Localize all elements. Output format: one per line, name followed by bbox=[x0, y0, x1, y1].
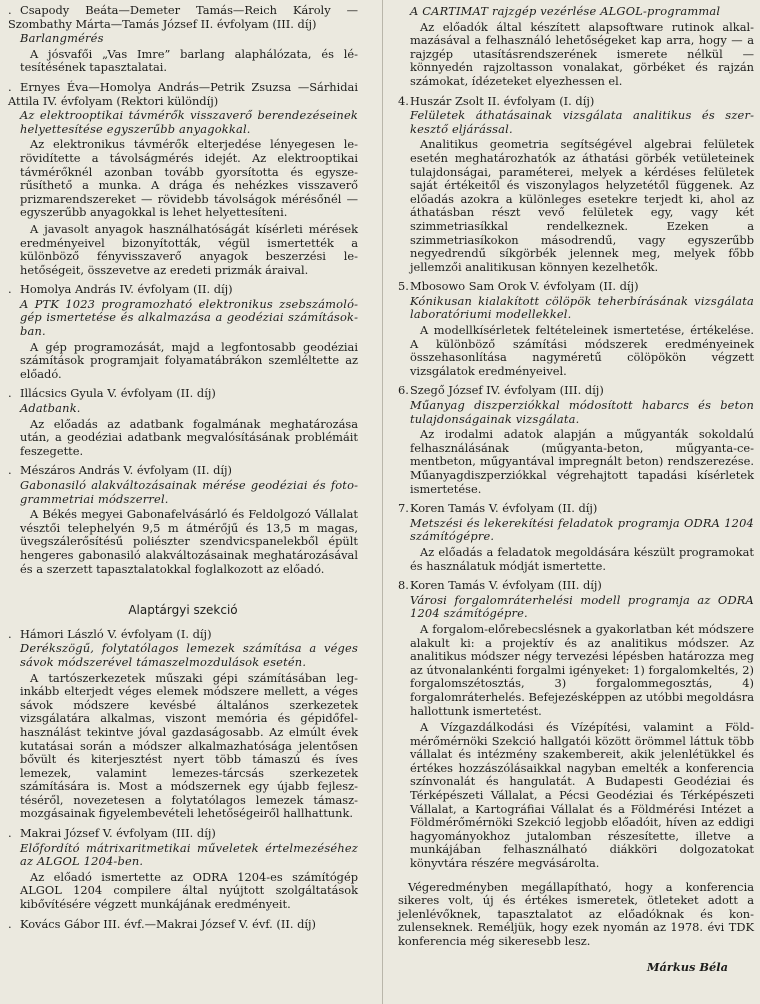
entry-title: Metszési és lekerekítési feladatok programja ODRA 1204 számítógépre. bbox=[410, 515, 754, 544]
entry-title: A CARTIMAT rajzgép vezérlése ALGOL-programmal bbox=[410, 4, 721, 18]
entry-author-line bbox=[8, 628, 358, 642]
entry-author: Homolya András IV. évfolyam (II. díj) bbox=[20, 282, 233, 297]
entry-number: 5. bbox=[398, 279, 409, 294]
entry-title: Felületek áthatásainak vizsgálata analitikus és szerkesztő eljárással. bbox=[410, 108, 754, 136]
entry-author-line bbox=[398, 502, 754, 516]
entry-body: Az előadás a feladatok megoldására készült programokat és használatuk módját ismertette. bbox=[410, 544, 754, 573]
entry-author: Koren Tamás V. évfolyam (II. díj) bbox=[410, 501, 598, 516]
entry-body: A tartószerkezetek műszaki gépi számításában leginkább elterjedt véges elemek módszere mellett, a véges sávok módszere kevésbé általános szerkezetek vizsgálatára alkalmas, viszont memória és gépidőfelhasználást tekintve jóval gazdaságosabb. Az elmúlt évek kutatásai során a módszer alkalmazhatósága jelentősen bővült és kiterjesztést nyert több támaszú és íves lemezek, valamint lemezes-tárcsás szerkezetek számítására is. Most a módszernek egy újabb fejlesztéséről, novezetesen a folytatólagos lemezek támaszmozgásainak figyelembevételi lehetőségeiről hallhattunk. bbox=[20, 670, 358, 821]
entry-title: Műanyag diszperziókkal módosított habarcs és beton tulajdonságainak vizsgálata. bbox=[410, 398, 754, 426]
entry-author: Huszár Zsolt II. évfolyam (I. díj) bbox=[410, 93, 595, 108]
left-entries bbox=[8, 4, 358, 576]
entry-number: . bbox=[8, 916, 12, 931]
entry bbox=[398, 95, 754, 275]
entry bbox=[8, 387, 358, 458]
entry-body: A jósvafői „Vas Imre” barlang alaphálózata, és létesítésének tapasztalatai. bbox=[20, 46, 358, 75]
entry-number: . bbox=[8, 626, 12, 641]
entry-number: . bbox=[8, 3, 12, 17]
right-column bbox=[398, 4, 754, 974]
entry-title: Az elektrooptikai távmérők visszaverő berendezéseinek helyettesítése egyszerűbb anyagokkal. bbox=[20, 108, 358, 136]
entry-number: 7. bbox=[398, 501, 409, 516]
entry-body: Analitikus geometria segítségével algebrai felületek esetén meghatározhatók az áthatási görbék vetületeinek tulajdonságai, paraméterei, melyek a kérdéses felületek saját értékeitől és viszonylagos helyzetétől függenek. Az előadás azokra a különleges esetekre terjedt ki, ahol az áthatásban részt vevő felületek egy, vagy két szimmetriasíkkal rendelkeznek. Ezeken a szimmetriasíkokon másodrendű, vagy egyszerűbb negyedrendű síkgörbék jelennek meg, melyek főbb jellemzői analitikusan könnyen kezelhetők. bbox=[410, 137, 754, 274]
entry-body: A Vízgazdálkodási és Vízépítési, valamint a Földmérőmérnöki Szekció hallgatói között örömmel láttuk több vállalat és intézmény szakembereit, akik jelenlétükkel és értékes hozzászólásaikkal nagyban emelték a konferencia színvonalát és hangulatát. A Budapesti Geodéziai és Térképészeti Vállalat, a Pécsi Geodéziai és Térképészeti Vállalat, a Kartográfiai Vállalat és a Földmérési Intézet a Földmérőmérnöki Szekció legjobb előadóit, híven az eddigi hagyományokhoz jutalomban részesítette, illetve a munkájában felhasználható diákköri dolgozatokat könyvtára részére megvásárolta. bbox=[410, 720, 754, 871]
entry-number: . bbox=[8, 79, 12, 94]
column-divider bbox=[382, 0, 383, 1004]
entry-author: Ernyes Éva—Homolya András—Petrik Zsuzsa —Sárhidai Attila IV. évfolyam (Rektori különdíj) bbox=[8, 79, 358, 108]
closing-paragraph: Végeredményben megállapítható, hogy a konferencia sikeres volt, új és értékes ismeretek, ötleteket adott a jelenlévőknek, tapasztalatot az előadóknak és konzulenseknek. Reméljük, hogy ezek nyomán az 1978. évi TDK konferencia még sikeresebb lesz. bbox=[398, 879, 754, 948]
entry-title: Barlangmérés bbox=[20, 31, 104, 46]
entry-body: A forgalom-előrebecslésnek a gyakorlatban két módszere alakult ki: a projektív és az analitikus módszer. Az analitikus módszer négy tervezési lépésben határozza meg az útvonalankénti forgalmi igényeket: 1) forgalomkeltés, 2) forgalomszétosztás, 3) forgalommegosztás, 4) forgalomráterhelés. Befejezésképpen az utóbbi megoldásra hallottunk ismertetést. bbox=[410, 621, 754, 718]
entry-body: A modellkísérletek feltételeinek ismertetése, értékelése. A különböző számítási módszerek eredményeinek összehasonlítása nagyméretű cölöpökön végzett vizsgálatok eredményeivel. bbox=[410, 323, 754, 378]
entry-number: 8. bbox=[398, 578, 409, 593]
entry-author: Hámori László V. évfolyam (I. díj) bbox=[20, 626, 212, 641]
entry-title: Előfordító mátrixaritmetikai műveletek értelmezéséhez az ALGOL 1204-ben. bbox=[20, 840, 358, 869]
entry-author-line bbox=[398, 384, 754, 398]
entry-author-line bbox=[8, 918, 358, 932]
entry-number: 4. bbox=[398, 93, 409, 108]
entry-author-line bbox=[8, 4, 358, 31]
entry-author: Kovács Gábor III. évf.—Makrai József V. évf. (II. díj) bbox=[20, 916, 316, 931]
entry-number: . bbox=[8, 282, 12, 297]
entry-body: Az elektronikus távmérők elterjedése lényegesen lerövidítette a távolságmérés idejét. Az elektrooptikai távmérőknél azonban tovább gyorsította és egyszerűsíthető a munka. A drága és nehézkes visszaverő prizmarendszereket — rövidebb távolságok mérésőnél — egyszerűbb anyagokkal is lehet helyettesíteni. bbox=[20, 137, 358, 220]
entry-title: Városi forgalomráterhelési modell programja az ODRA 1204 számítógépre. bbox=[410, 592, 754, 621]
entry-number: . bbox=[8, 386, 12, 401]
entry-author: Csapody Beáta—Demeter Tamás—Reich Károly —Szombathy Márta—Tamás József II. évfolyam (III. díj) bbox=[8, 3, 358, 31]
entry bbox=[8, 81, 358, 277]
signature: Márkus Béla bbox=[646, 959, 728, 974]
entry bbox=[8, 4, 358, 75]
entry-author: Illácsics Gyula V. évfolyam (II. díj) bbox=[20, 386, 216, 401]
entry-author: Szegő József IV. évfolyam (III. díj) bbox=[410, 383, 604, 398]
entry-author-line bbox=[8, 81, 358, 108]
entry-body: Az irodalmi adatok alapján a műgyanták sokoldalú felhasználásának (műgyanta-beton, műgyanta-cementbeton, műgyantával impregnált beton) rendszerezése. Műanyagdiszperziókkal végrehajtott tapadási kísérletek ismertetése. bbox=[410, 427, 754, 496]
entry-title: Gabonasiló alakváltozásainak mérése geodéziai és fotogrammetriai módszerrel. bbox=[20, 478, 358, 506]
entry-author: Mészáros András V. évfolyam (II. díj) bbox=[20, 463, 232, 478]
entry bbox=[8, 464, 358, 576]
entry-body: Az előadók által készített alapsoftware rutinok alkalmazásával a felhasználó lehetőségeket kap arra, hogy — a rajzgép utasításrendszerének ismerete nélkül — könnyedén rajzoltasson vonalakat, görbéket és rajzán számokat, ídézeteket elyezhessen el. bbox=[410, 19, 754, 88]
left-column bbox=[8, 4, 358, 937]
entry-body: Az előadó ismertette az ODRA 1204-es számítógép ALGOL 1204 compilere által nyújtott szolgáltatások kibővítésére végzett munkájának eredményeit. bbox=[20, 869, 358, 912]
entry-title: Derékszögű, folytatólagos lemezek számítása a véges sávok módszerével támaszelmozdulások esetén. bbox=[20, 641, 358, 669]
entry-body: Az előadás az adatbank fogalmának meghatározása után, a geodéziai adatbank megvalósításának problémáit feszegette. bbox=[20, 416, 358, 458]
entry-author: Makrai József V. évfolyam (III. díj) bbox=[20, 826, 216, 841]
entry-author: Koren Tamás V. évfolyam (III. díj) bbox=[410, 578, 602, 593]
entry-number: . bbox=[8, 463, 12, 478]
lead-entry bbox=[398, 5, 754, 89]
entry-author: Mbosowo Sam Orok V. évfolyam (II. díj) bbox=[410, 279, 639, 294]
entry bbox=[398, 280, 754, 378]
entry-author-line bbox=[398, 579, 754, 593]
entry bbox=[8, 628, 358, 821]
left-entries-section2 bbox=[8, 628, 358, 931]
entry-body: A gép programozását, majd a legfontosabb geodéziai számítások programjait folyamatábrákon szemléltette az előadó. bbox=[20, 339, 358, 381]
section-title: Alaptárgyi szekció bbox=[128, 603, 238, 618]
entry bbox=[398, 384, 754, 496]
entry-author-line bbox=[398, 280, 754, 294]
right-entries bbox=[398, 95, 754, 871]
entry-number: . bbox=[8, 826, 12, 841]
entry-author-line bbox=[8, 827, 358, 841]
entry-body: A Békés megyei Gabonafelvásárló és Feldolgozó Vállalat vésztői telephelyén 9,5 m átmérőjű és 13,5 m magas, üvegszálerősítésű poliészter szendvicspanelekből épült hengeres gabonasiló alakváltozásainak meghatározásával és a szerzett tapasztalatokkal foglalkozott az előadó. bbox=[20, 507, 358, 576]
entry-author-line bbox=[8, 387, 358, 401]
entry bbox=[8, 918, 358, 932]
entry bbox=[398, 502, 754, 573]
entry bbox=[8, 283, 358, 381]
entry-title: A PTK 1023 programozható elektronikus zsebszámológép ismertetése és alkalmazása a geodéziai számításokban. bbox=[20, 296, 358, 339]
entry-number: 6. bbox=[398, 383, 409, 398]
entry-title: Kónikusan kialakított cölöpök teherbírásának vizsgálata laboratóriumi modellekkel. bbox=[410, 293, 754, 322]
entry bbox=[398, 579, 754, 870]
entry-author-line bbox=[8, 283, 358, 297]
entry bbox=[8, 827, 358, 912]
entry-body: A javasolt anyagok használhatóságát kísérleti mérések eredményeivel bizonyították, végül ismertették a különböző fényvisszaverő anyagok beszerzési lehetőségeit, összevetve az eredeti prizmák áraival. bbox=[20, 221, 358, 277]
entry-author-line bbox=[8, 464, 358, 478]
entry-author-line bbox=[398, 95, 754, 109]
entry-title: Adatbank. bbox=[20, 401, 81, 416]
